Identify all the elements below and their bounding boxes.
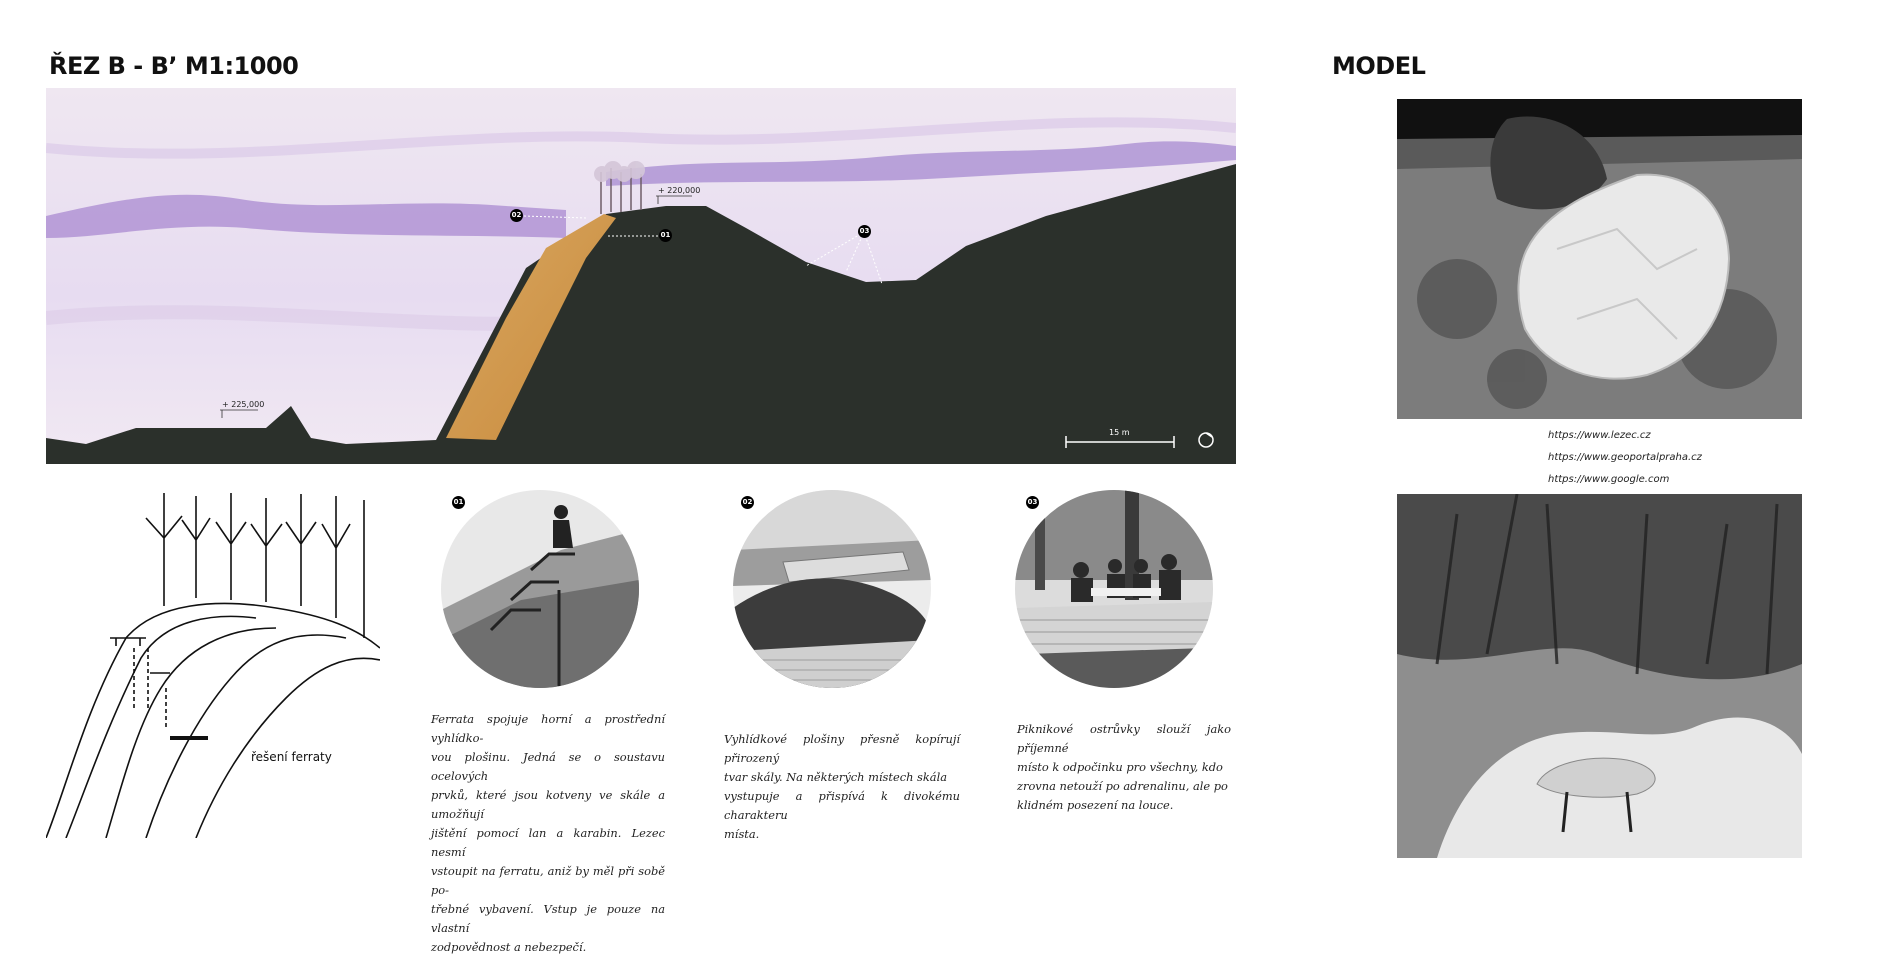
detail-03-badge: 03 — [1026, 496, 1039, 509]
text-line: zrovna netouží po adrenalinu, ale po — [1017, 779, 1228, 793]
elevation-label-top: + 220,000 — [658, 186, 701, 195]
text-line: místo k odpočinku pro všechny, kdo — [1017, 760, 1223, 774]
section-drawing — [46, 88, 1236, 464]
text-line: zodpovědnost a nebezpečí. — [431, 940, 587, 954]
detail-01-text — [431, 710, 665, 957]
text-line: Piknikové ostrůvky slouží jako příjemné — [1017, 722, 1231, 755]
marker-01: 01 — [659, 229, 672, 242]
marker-03: 03 — [858, 225, 871, 238]
detail-02-text — [724, 730, 960, 844]
text-line: Ferrata spojuje horní a prostřední vyhlídko- — [431, 712, 665, 745]
marker-02: 02 — [510, 209, 523, 222]
ferrata-sketch — [46, 488, 380, 838]
text-line: místa. — [724, 827, 760, 841]
text-line: prvků, které jsou kotveny ve skále a umožňují — [431, 788, 665, 821]
detail-01-photo — [441, 490, 639, 688]
source-link[interactable]: https://www.geoportalpraha.cz — [1548, 452, 1702, 463]
detail-01-badge: 01 — [452, 496, 465, 509]
text-line: Vyhlídkové plošiny přesně kopírují přirozený — [724, 732, 960, 765]
text-line: vou plošinu. Jedná se o soustavu ocelových — [431, 750, 665, 783]
model-title: MODEL — [1332, 52, 1426, 80]
text-line: jištění pomocí lan a karabin. Lezec nesmí — [431, 826, 665, 859]
scale-label: 15 m — [1109, 428, 1130, 437]
text-line: vstoupit na ferratu, aniž by měl při sobě po- — [431, 864, 665, 897]
detail-03-text — [1017, 720, 1231, 815]
source-link[interactable]: https://www.lezec.cz — [1548, 430, 1651, 441]
text-line: vystupuje a přispívá k divokému charakteru — [724, 789, 960, 822]
detail-02-badge: 02 — [741, 496, 754, 509]
ferrata-sketch-drawing — [46, 488, 380, 838]
section-title: ŘEZ B - Bʼ M1:1000 — [49, 52, 299, 80]
model-photo-1 — [1397, 99, 1802, 419]
text-line: klidném posezení na louce. — [1017, 798, 1174, 812]
detail-02-photo — [733, 490, 931, 688]
text-line: tvar skály. Na některých místech skála — [724, 770, 948, 784]
sketch-caption: řešení ferraty — [251, 750, 332, 764]
detail-03-photo — [1015, 490, 1213, 688]
source-link[interactable]: https://www.google.com — [1548, 474, 1670, 485]
text-line: třebné vybavení. Vstup je pouze na vlastní — [431, 902, 665, 935]
elevation-label-bottom: + 225,000 — [222, 400, 265, 409]
model-photo-2 — [1397, 494, 1802, 858]
